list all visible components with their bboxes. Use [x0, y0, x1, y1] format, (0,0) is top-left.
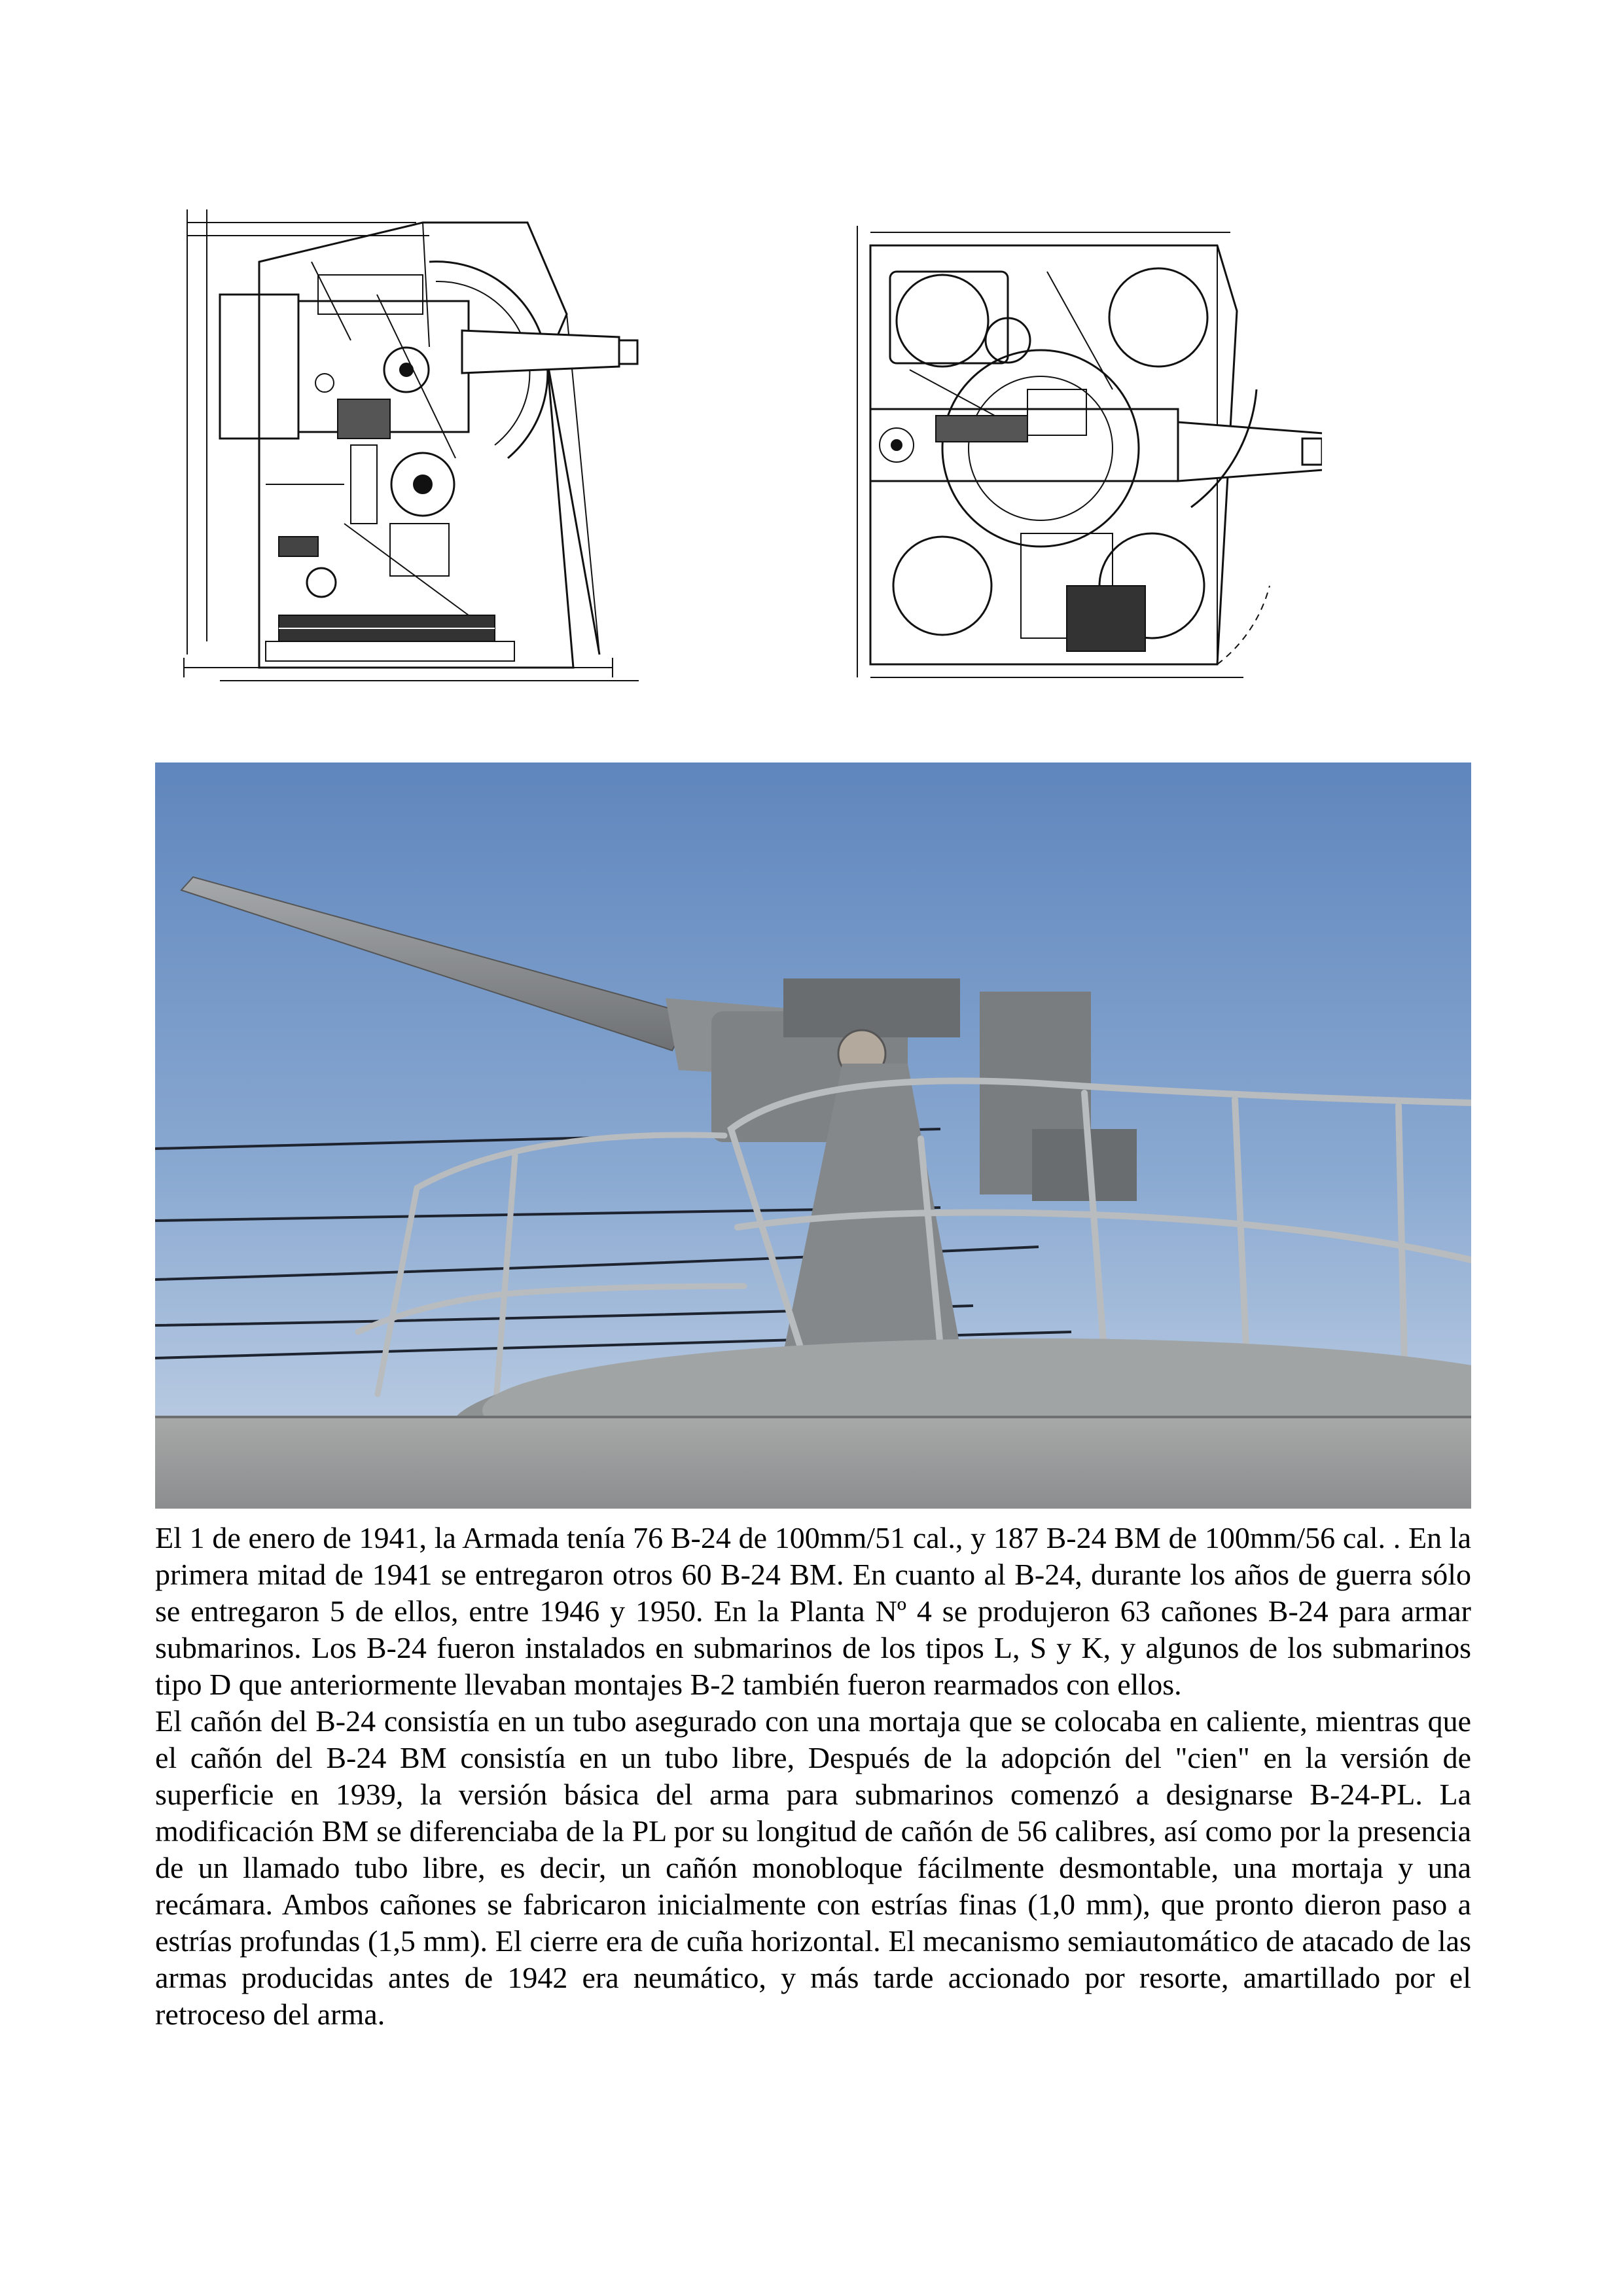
side-view-drawing [181, 196, 639, 684]
front-view-drawing [851, 219, 1322, 684]
paragraph: El 1 de enero de 1941, la Armada tenía 76 B-24 de 100mm/51 cal., y 187 B-24 BM de 100mm/56 cal. . En la primera mitad de 1941 se entregaron otros 60 B-24 BM. En cuanto al B-24, durante los años de guerra sólo se entregaron 5 de ellos, entre 1946 y 1950. En la Planta Nº 4 se produjeron 63 cañones B-24 para armar submarinos. Los B-24 fueron instalados en submarinos de los tipos L, S y K, y algunos de los submarinos tipo D que anteriormente llevaban montajes B-2 también fueron rearmados con ellos. [155, 1521, 1471, 1701]
paragraph: El cañón del B-24 consistía en un tubo asegurado con una mortaja que se colocaba en caliente, mientras que el cañón del B-24 BM consistía en un tubo libre, Después de la adopción del "cien" en la versión de superficie en 1939, la versión básica del arma para submarinos comenzó a designarse B-24-PL. La modificación BM se diferenciaba de la PL por su longitud de cañón de 56 calibres, así como por la presencia de un llamado tubo libre, es decir, un cañón monobloque fácilmente desmontable, una mortaja y una recámara. Ambos cañones se fabricaron inicialmente con estrías finas (1,0 mm), que pronto dieron paso a estrías profundas (1,5 mm). El cierre era de cuña horizontal. El mecanismo semiautomático de atacado de las armas producidas antes de 1942 era neumático, y más tarde accionado por resorte, amartillado por el retroceso del arma. [155, 1704, 1471, 2031]
deck-gun-photo [155, 762, 1471, 1509]
body-text [155, 1520, 1471, 2033]
